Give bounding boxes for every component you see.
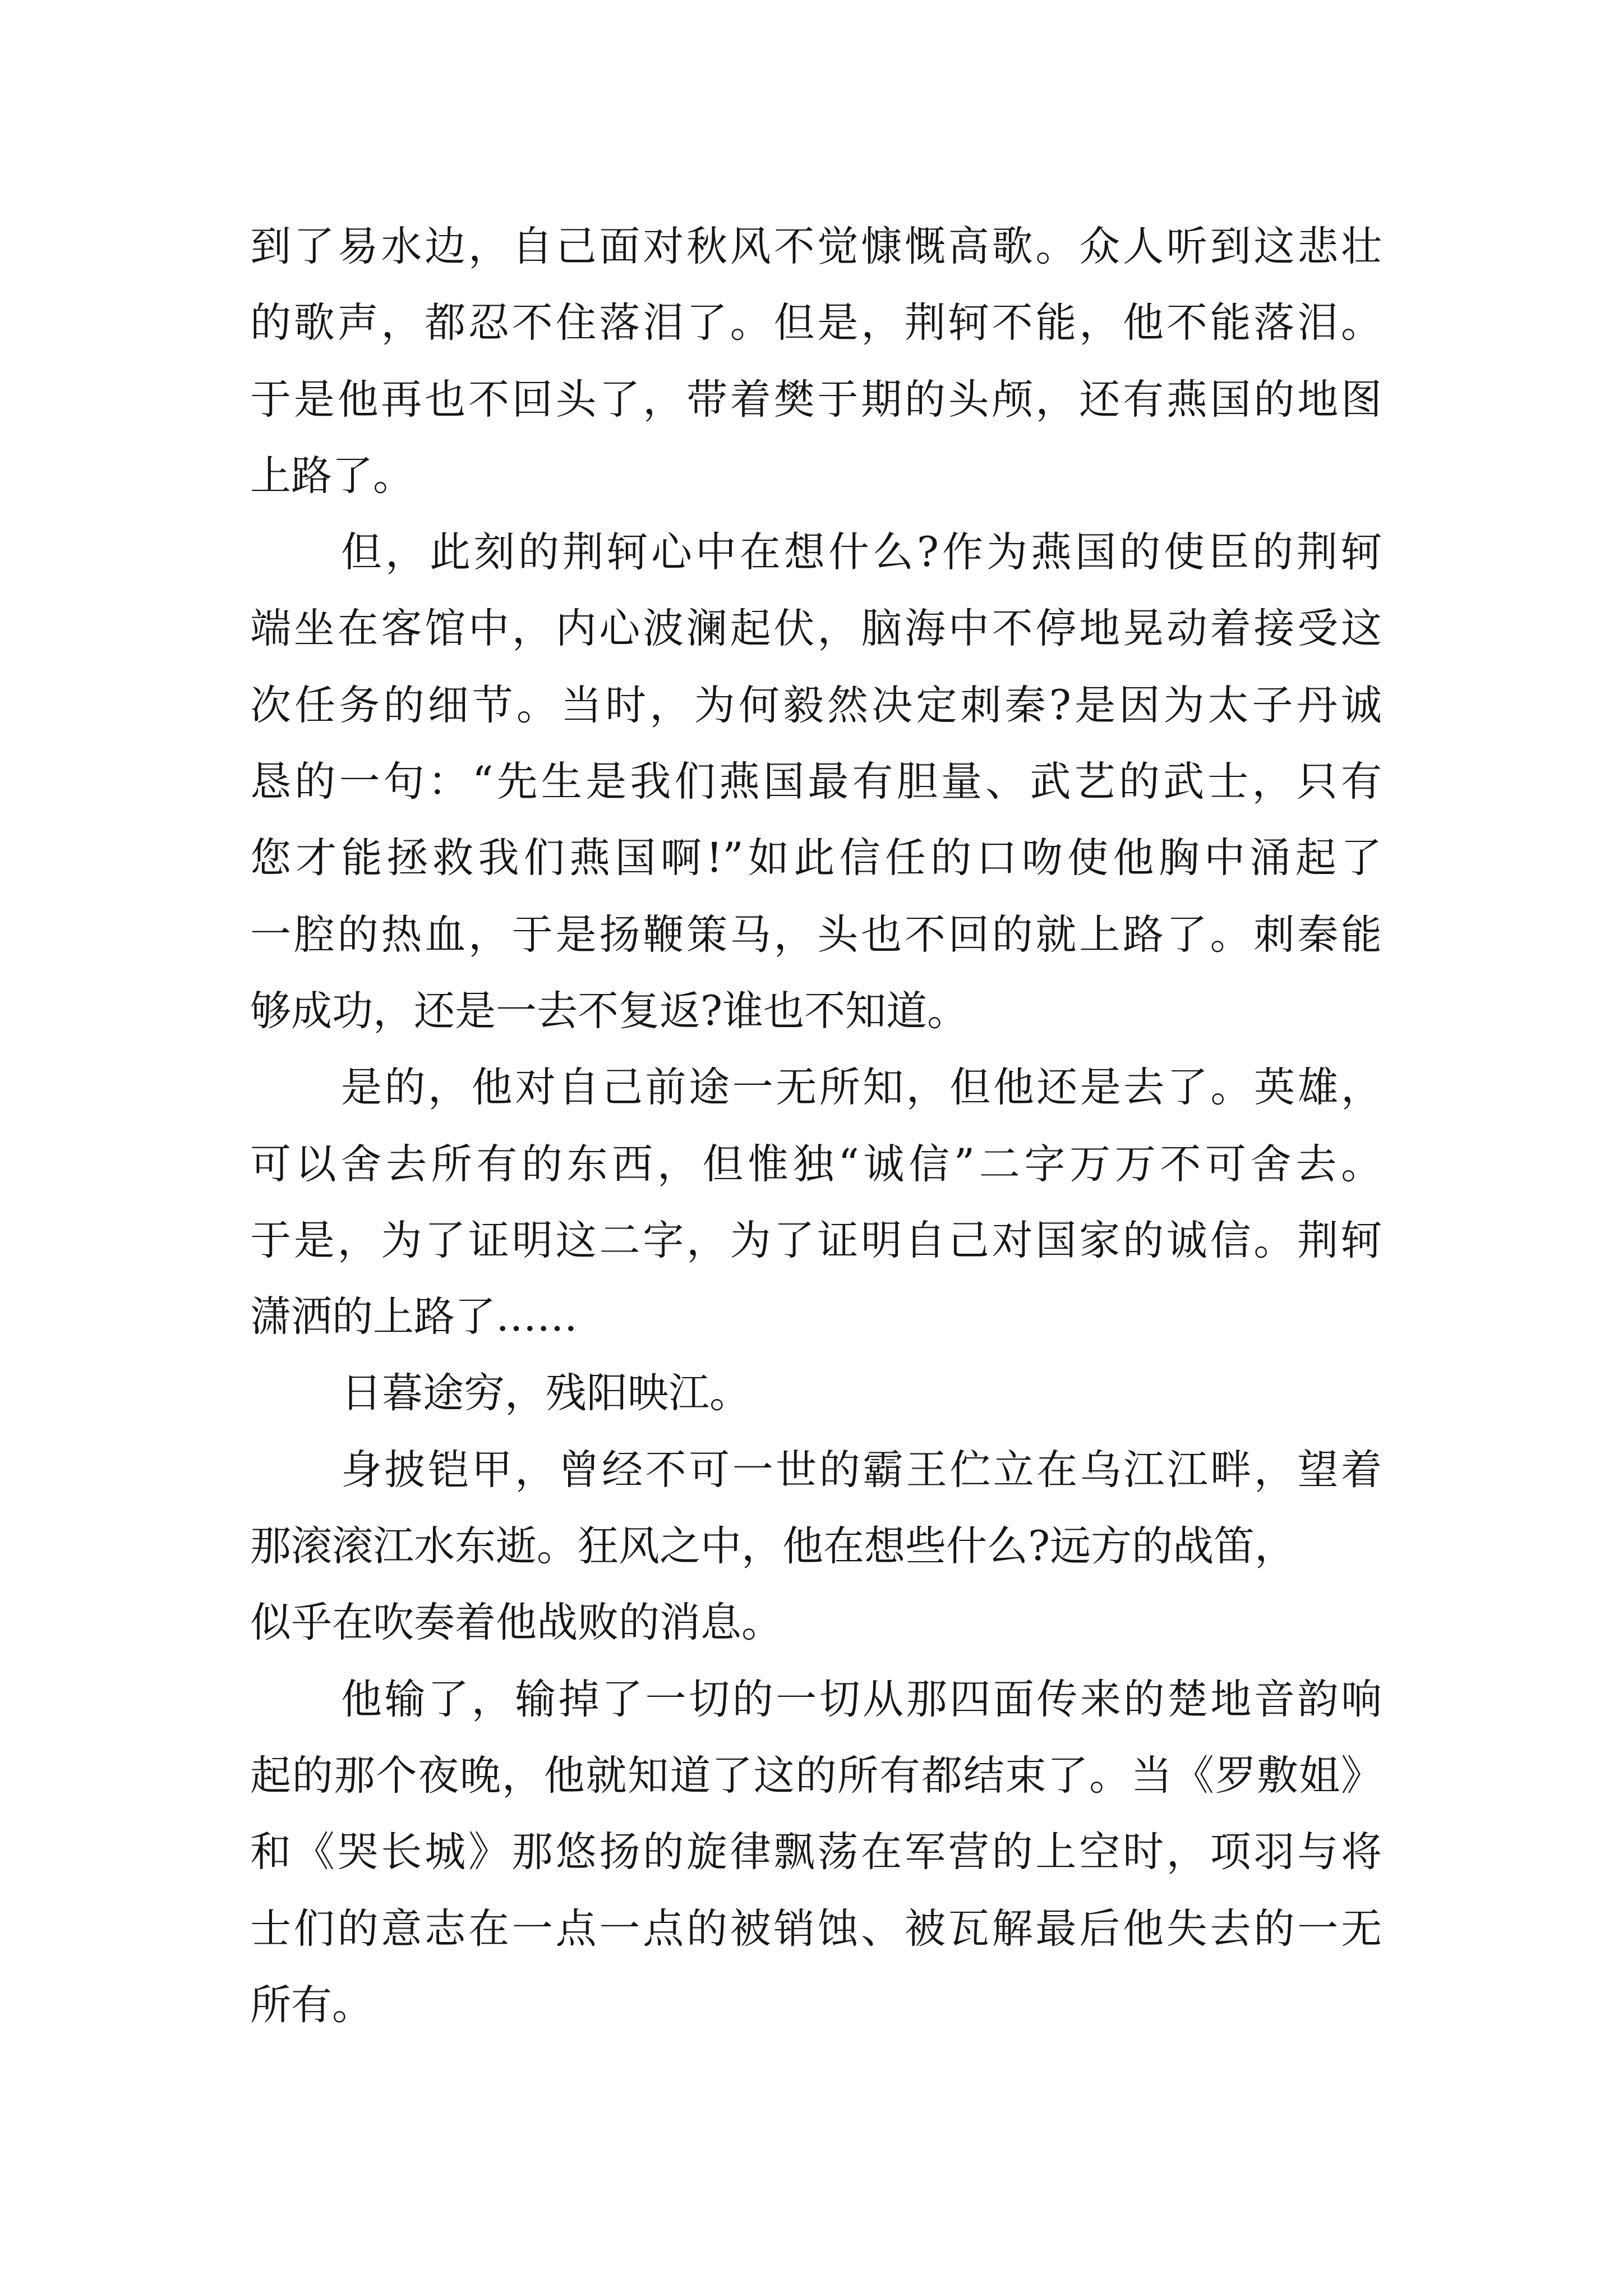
- text-line: 和《哭长城》那悠扬的旋律飘荡在军营的上空时，项羽与将: [250, 1828, 1382, 1876]
- body-text: [250, 209, 1382, 2044]
- text-line: 可以舍去所有的东西，但惟独“诚信”二字万万不可舍去。: [250, 1140, 1382, 1188]
- text-line: 日暮途穷，残阳映江。: [341, 1369, 750, 1418]
- text-line: 身披铠甲，曾经不可一世的霸王伫立在乌江江畔，望着: [341, 1446, 1382, 1494]
- text-line: 次任务的细节。当时，为何毅然决定刺秦?是因为太子丹诚: [250, 681, 1382, 729]
- text-line: 上路了。: [250, 452, 414, 500]
- text-line: 潇洒的上路了……: [250, 1293, 578, 1341]
- paragraph: [250, 1355, 1382, 1432]
- text-line: 他输了，输掉了一切的一切从那四面传来的楚地音韵响: [341, 1675, 1382, 1723]
- text-line: 士们的意志在一点一点的被销蚀、被瓦解最后他失去的一无: [250, 1904, 1382, 1953]
- text-line: 于是他再也不回头了，带着樊于期的头颅，还有燕国的地图: [250, 375, 1382, 424]
- paragraph: [250, 209, 1382, 514]
- text-line: 够成功，还是一去不复返?谁也不知道。: [250, 987, 969, 1035]
- paragraph: [250, 1432, 1382, 1662]
- paragraph: [250, 514, 1382, 1050]
- text-line: 的歌声，都忍不住落泪了。但是，荆轲不能，他不能落泪。: [250, 299, 1382, 347]
- paragraph: [250, 1050, 1382, 1355]
- text-line: 似乎在吹奏着他战败的消息。: [250, 1599, 782, 1647]
- text-line: 您才能拯救我们燕国啊!”如此信任的口吻使他胸中涌起了: [250, 834, 1382, 882]
- text-line: 起的那个夜晚，他就知道了这的所有都结束了。当《罗敷姐》: [250, 1751, 1382, 1800]
- text-line: 恳的一句：“先生是我们燕国最有胆量、武艺的武士，只有: [250, 758, 1382, 806]
- paragraph: [250, 1662, 1382, 2044]
- text-line: 于是，为了证明这二字，为了证明自己对国家的诚信。荆轲: [250, 1216, 1382, 1264]
- text-line: 但，此刻的荆轲心中在想什么?作为燕国的使臣的荆轲: [341, 528, 1382, 577]
- text-line: 端坐在客馆中，内心波澜起伏，脑海中不停地晃动着接受这: [250, 605, 1382, 653]
- text-line: 所有。: [250, 1981, 373, 2029]
- text-line: 一腔的热血，于是扬鞭策马，头也不回的就上路了。刺秦能: [250, 910, 1382, 959]
- text-line: 是的，他对自己前途一无所知，但他还是去了。英雄，: [341, 1064, 1382, 1112]
- text-line: 那滚滚江水东逝。狂风之中，他在想些什么?远方的战笛，: [250, 1522, 1296, 1571]
- text-line: 到了易水边，自己面对秋风不觉慷慨高歌。众人听到这悲壮: [250, 223, 1382, 270]
